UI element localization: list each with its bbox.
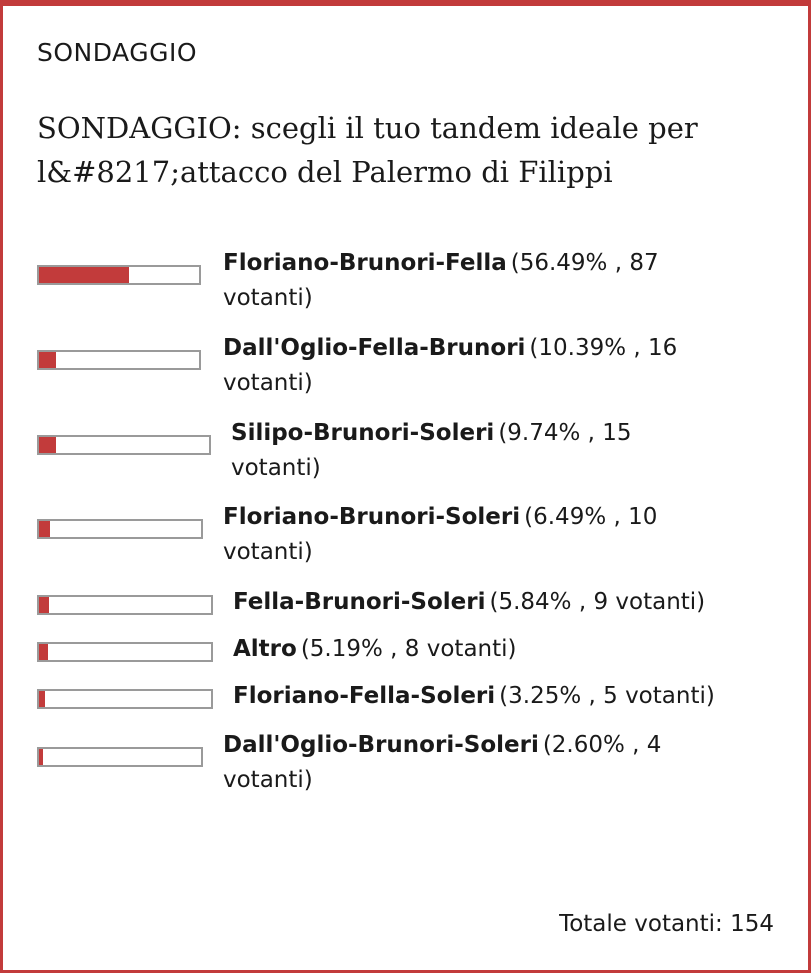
poll-result-bar xyxy=(37,435,211,455)
poll-result-bar xyxy=(37,350,201,370)
poll-option-stats: (56.49% , 87 votanti) xyxy=(223,250,659,311)
poll-option-stats: (9.74% , 15 votanti) xyxy=(231,420,632,481)
poll-option-stats: (10.39% , 16 votanti) xyxy=(223,335,678,396)
poll-option xyxy=(37,632,517,667)
poll-result-bar xyxy=(37,595,213,615)
poll-result-bar xyxy=(37,265,201,285)
poll-total-votes: Totale votanti: 154 xyxy=(559,911,774,937)
poll-result-bar xyxy=(37,689,213,709)
poll-result-bar xyxy=(37,519,203,539)
poll-option xyxy=(37,331,693,401)
poll-option-label: Floriano-Brunori-Fella xyxy=(223,250,507,276)
poll-option xyxy=(37,416,661,486)
poll-kicker: SONDAGGIO xyxy=(37,38,198,67)
poll-result-bar xyxy=(37,747,203,767)
poll-option xyxy=(37,679,715,714)
poll-result-bar-fill xyxy=(39,267,129,283)
poll-option-label: Fella-Brunori-Soleri xyxy=(233,589,486,615)
poll-option-stats: (5.19% , 8 votanti) xyxy=(300,636,517,662)
poll-option-label: Silipo-Brunori-Soleri xyxy=(231,420,495,446)
poll-result-bar-fill xyxy=(39,597,49,613)
poll-option xyxy=(37,246,693,316)
poll-option xyxy=(37,728,693,798)
poll-option-label: Floriano-Brunori-Soleri xyxy=(223,504,521,530)
poll-result-bar xyxy=(37,642,213,662)
poll-option-label: Dall'Oglio-Brunori-Soleri xyxy=(223,732,539,758)
poll-option-stats: (2.60% , 4 votanti) xyxy=(223,732,662,793)
poll-result-bar-fill xyxy=(39,437,56,453)
poll-result-bar-fill xyxy=(39,521,50,537)
poll-result-bar-fill xyxy=(39,352,56,368)
poll-result-bar-fill xyxy=(39,749,43,765)
poll-option xyxy=(37,585,705,620)
poll-option-label: Floriano-Fella-Soleri xyxy=(233,683,496,709)
poll-option-stats: (3.25% , 5 votanti) xyxy=(499,683,715,709)
poll-option-label: Altro xyxy=(233,636,297,662)
poll-result-bar-fill xyxy=(39,644,48,660)
poll-option-stats: (6.49% , 10 votanti) xyxy=(223,504,658,565)
poll-option-label: Dall'Oglio-Fella-Brunori xyxy=(223,335,526,361)
poll-option xyxy=(37,500,693,570)
poll-option-stats: (5.84% , 9 votanti) xyxy=(489,589,706,615)
poll-question: SONDAGGIO: scegli il tuo tandem ideale per l&#8217;attacco del Palermo di Filippi xyxy=(37,111,698,189)
poll-result-bar-fill xyxy=(39,691,45,707)
